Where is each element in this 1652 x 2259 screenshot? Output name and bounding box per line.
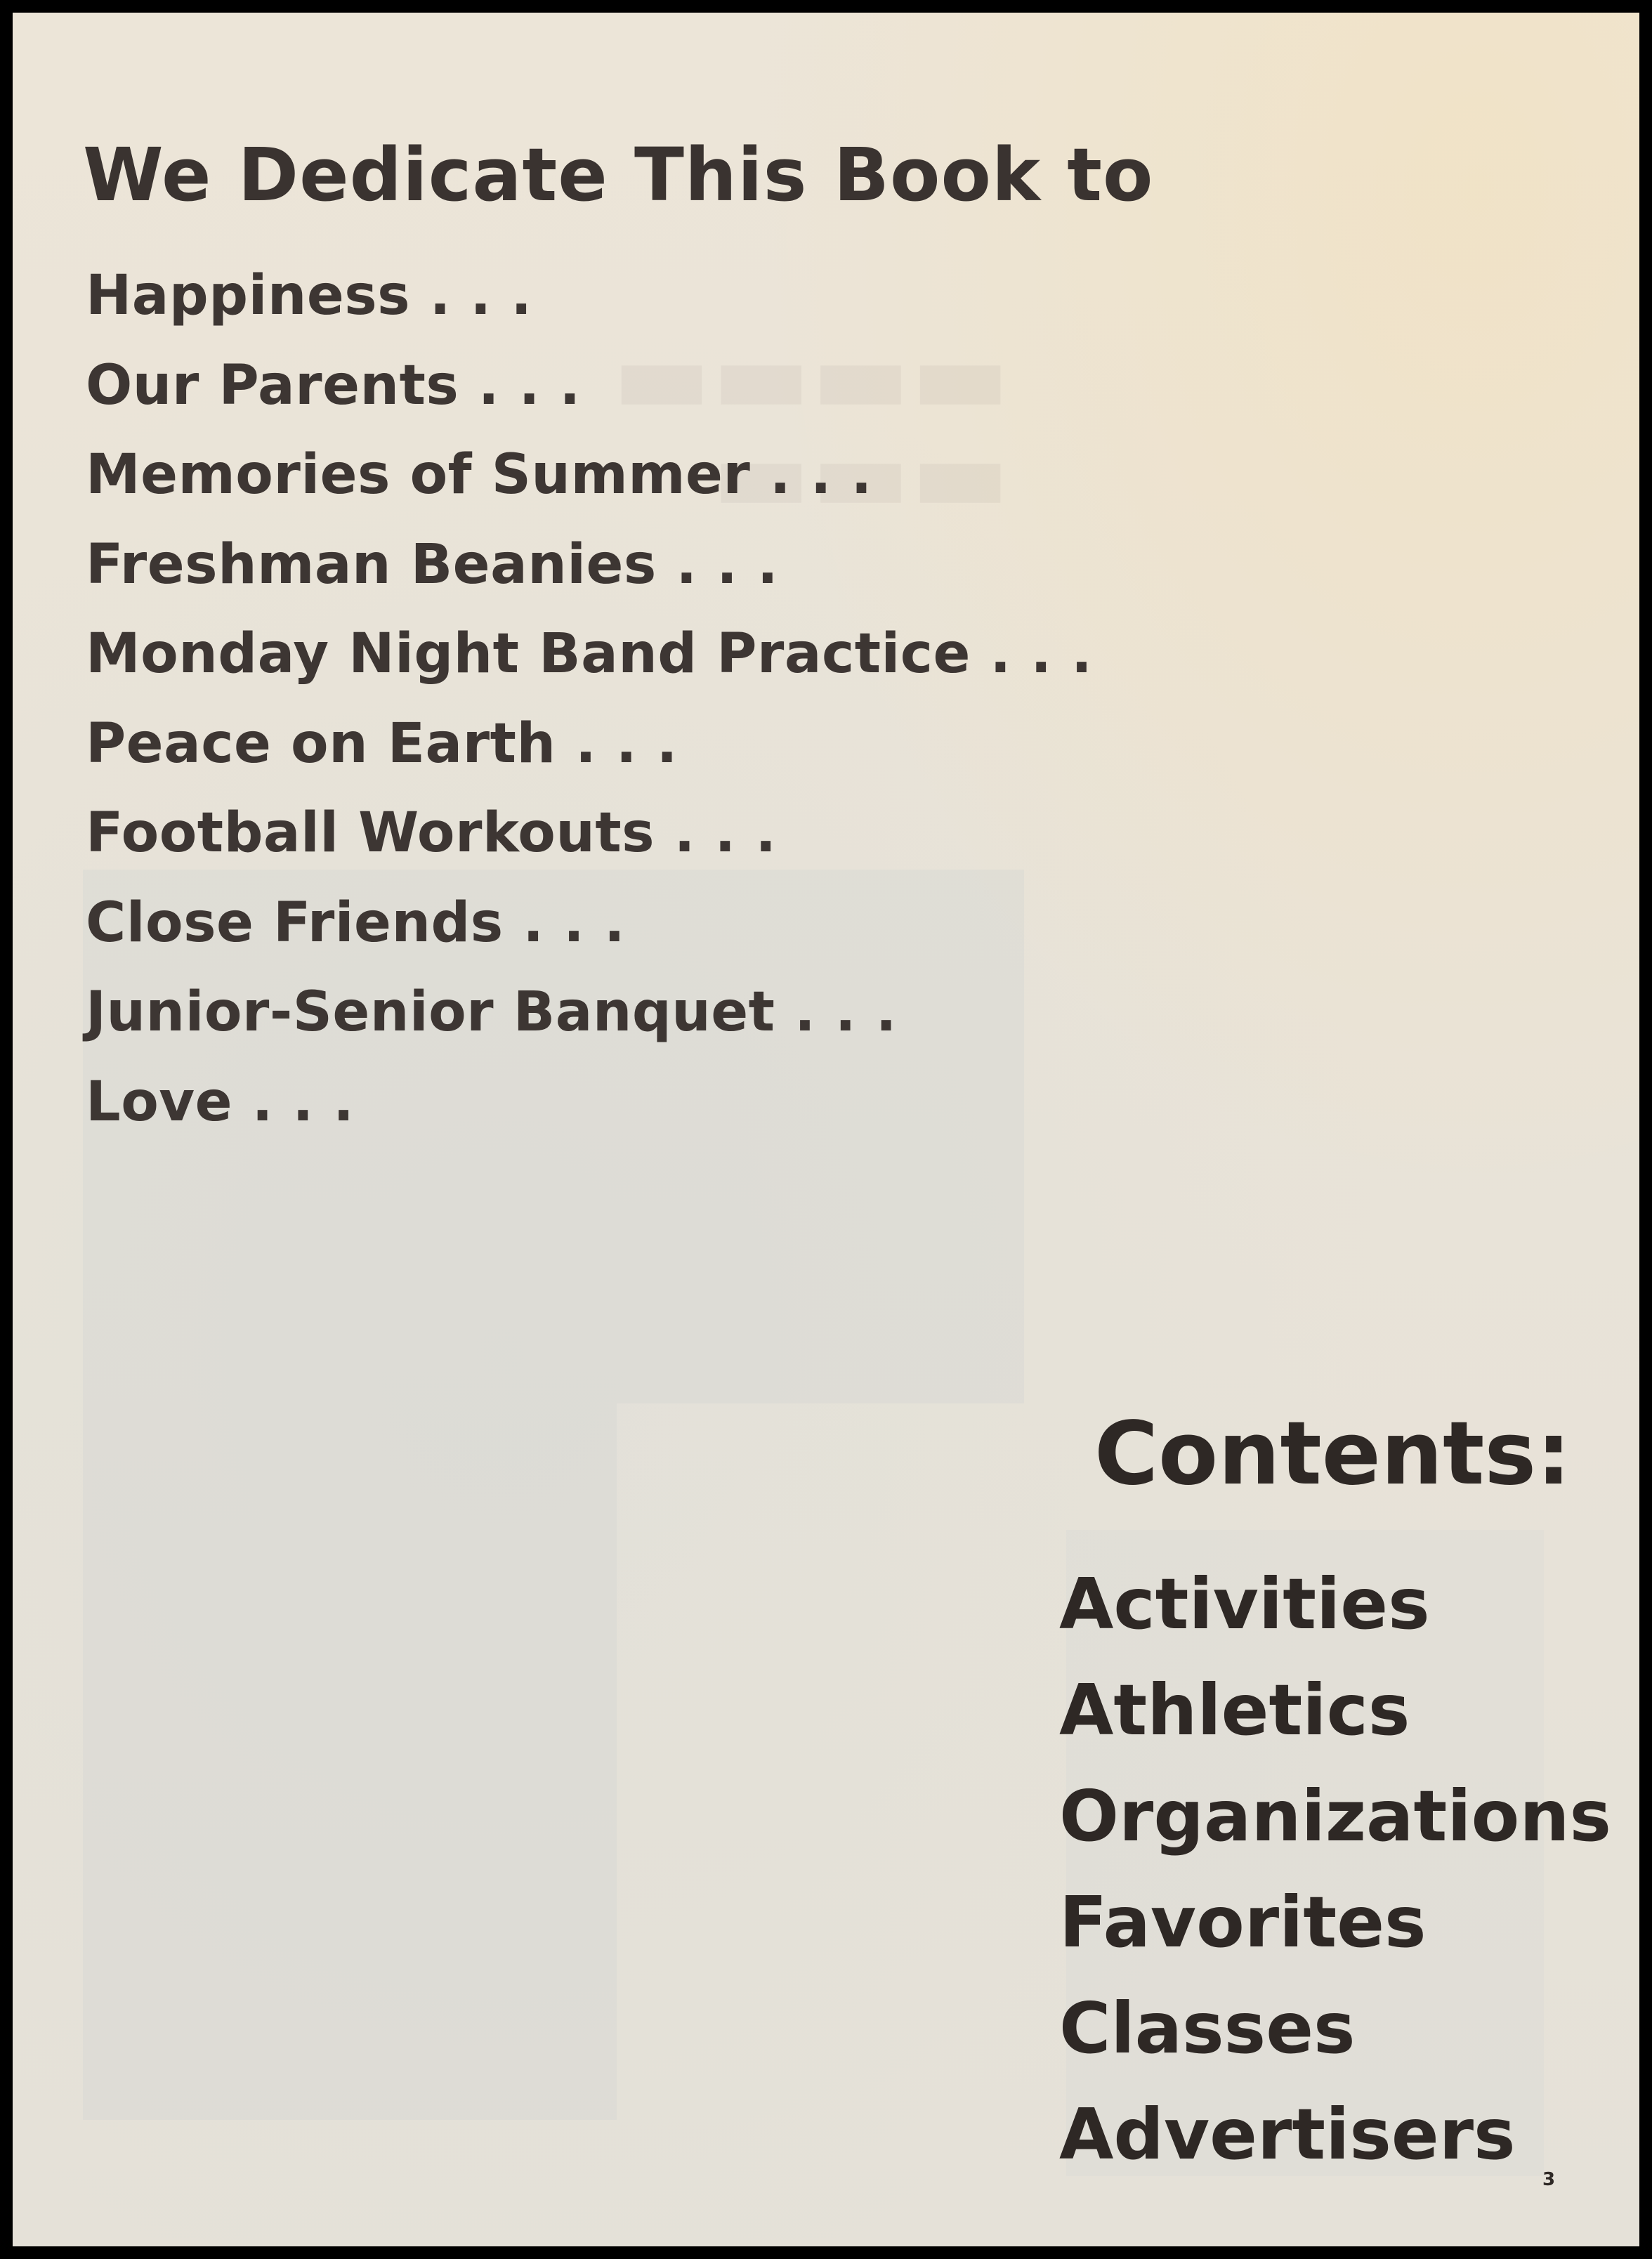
bleed-through-photo-block-lower [83,1403,617,2120]
dedication-item: Junior-Senior Banquet . . . [86,981,897,1044]
dedication-item: Love . . . [86,1070,355,1134]
dedication-item: Peace on Earth . . . [86,712,678,775]
dedication-item: Freshman Beanies . . . [86,532,779,596]
dedication-list [86,251,1092,1147]
dedication-item: Happiness . . . [86,264,532,327]
contents-item: Activities [1059,1563,1430,1645]
dedication-item: Memories of Summer . . . [86,443,872,506]
dedication-item: Close Friends . . . [86,891,626,955]
yearbook-page [13,13,1639,2246]
contents-list [1059,1551,1611,2187]
contents-item: Athletics [1059,1669,1410,1751]
page-number: 3 [1542,2169,1556,2190]
dedication-item: Our Parents . . . [86,353,581,417]
bleed-through-text: ▬▬▬▬ ▬▬▬ [612,315,1010,536]
contents-item: Advertisers [1059,2093,1516,2175]
dedication-item: Football Workouts . . . [86,801,777,865]
contents-item: Classes [1059,1987,1356,2069]
contents-item: Favorites [1059,1881,1427,1963]
dedication-item: Monday Night Band Practice . . . [86,622,1093,686]
contents-item: Organizations [1059,1775,1612,1857]
dedication-heading: We Dedicate This Book to [83,132,1154,218]
contents-heading: Contents: [1094,1403,1571,1505]
